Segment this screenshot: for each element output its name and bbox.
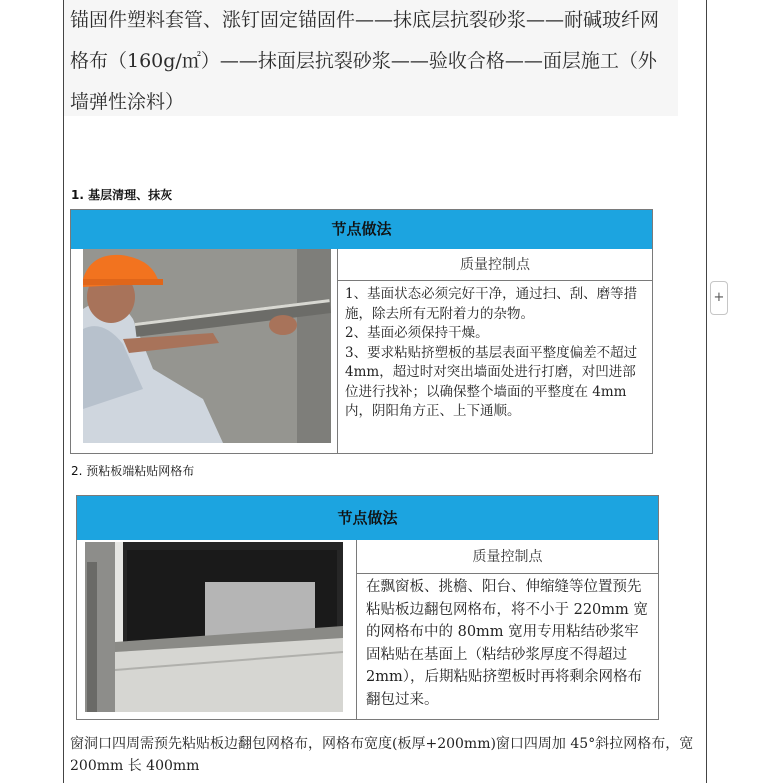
page-right-border <box>706 0 707 783</box>
page-left-border <box>63 0 64 783</box>
quality-point: 在飘窗板、挑檐、阳台、伸缩缝等位置预先粘贴板边翻包网格布，将不小于 220mm 宽的网格布中的 80mm 宽用专用粘结砂浆牢固粘贴在基面上（粘结砂浆厚度不得超过 2mm），后期粘贴挤塑板时再将剩余网格布翻包过来。 <box>366 579 648 708</box>
window-opening-note: 窗洞口四周需预先粘贴板边翻包网格布，网格布宽度(板厚+200mm)窗口四周加 45°斜拉网格布，宽 200mm 长 400mm <box>70 736 694 774</box>
section-heading-2: 2. 预粘板端粘贴网格布 <box>71 464 195 478</box>
quality-point: 3、要求粘贴挤塑板的基层表面平整度偏差不超过 4mm，超过时对突出墙面处进行打磨，对凹进部位进行找补；以确保整个墙面的平整度在 4mm 内，阴阳角方正、上下通顺。 <box>345 344 638 419</box>
node-practice-table-1 <box>70 209 653 454</box>
quality-control-header: 质量控制点 <box>357 540 658 574</box>
quality-control-header: 质量控制点 <box>338 249 652 281</box>
table-banner: 节点做法 <box>71 210 652 249</box>
intro-paragraph: 锚固件塑料套管、涨钉固定锚固件——抹底层抗裂砂浆——耐碱玻纤网格布（160g/㎡）——抹面层抗裂砂浆——验收合格——面层施工（外墙弹性涂料） <box>64 0 678 116</box>
section-heading-1: 1. 基层清理、抹灰 <box>71 188 173 202</box>
wall-leveling-photo <box>83 249 331 443</box>
node-practice-table-2 <box>76 495 659 720</box>
quality-point: 2、基面必须保持干燥。 <box>345 325 489 341</box>
quality-control-text <box>345 285 646 422</box>
quality-point: 1、基面状态必须完好干净，通过扫、刮、磨等措施，除去所有无附着力的杂物。 <box>345 286 638 322</box>
add-button[interactable]: + <box>710 281 728 315</box>
quality-control-text <box>366 576 650 711</box>
table-banner: 节点做法 <box>77 496 658 540</box>
window-mesh-photo <box>85 542 343 712</box>
